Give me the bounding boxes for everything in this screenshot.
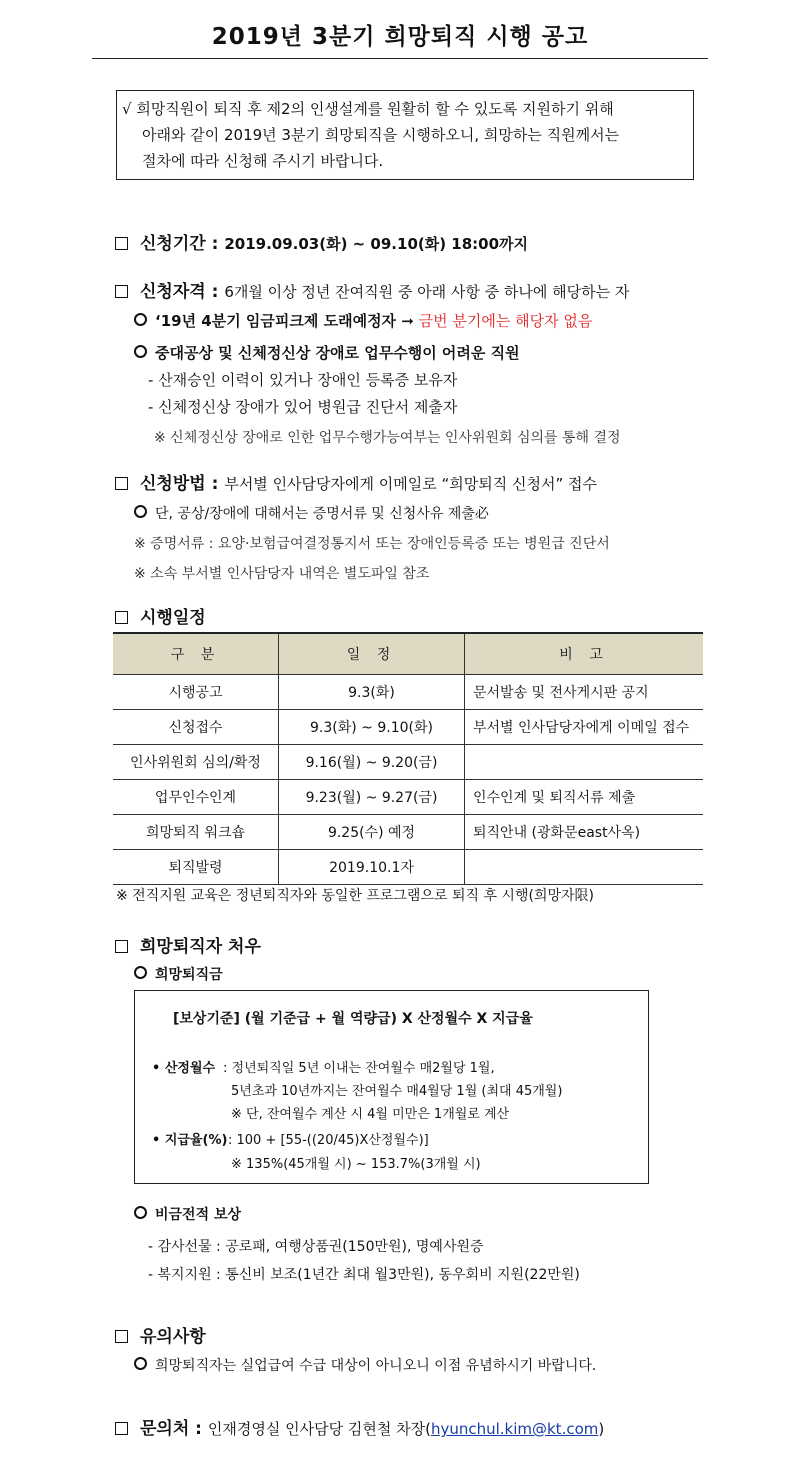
- pay-formula: [보상기준] (월 기준급 + 월 역량급) X 산정월수 X 지급율: [173, 1011, 533, 1027]
- pay-heading: [134, 964, 223, 984]
- table-row: [113, 710, 703, 745]
- circle-bullet-icon: [134, 966, 147, 979]
- table-cell: [465, 745, 704, 780]
- checkbox-square-icon: [115, 1330, 128, 1343]
- table-row: [113, 780, 703, 815]
- schedule-label: 시행일정: [140, 608, 206, 628]
- title-divider: [92, 58, 708, 59]
- eligibility-value: 6개월 이상 정년 잔여직원 중 아래 사항 중 하나에 해당하는 자: [224, 283, 630, 301]
- months-note: ※ 단, 잔여월수 계산 시 4월 미만은 1개월로 계산: [231, 1107, 510, 1122]
- table-cell: 문서발송 및 전사게시판 공지: [465, 675, 704, 710]
- nonmoney-heading: [134, 1204, 241, 1224]
- months-line-2: 5년초과 10년까지는 잔여월수 매4월당 1월 (최대 45개월): [231, 1084, 563, 1099]
- schedule-note: ※ 전직지원 교육은 정년퇴직자와 동일한 프로그램으로 퇴직 후 시행(희망자限): [116, 888, 594, 904]
- rate-label: • 지급율(%): [152, 1133, 228, 1148]
- intro-line-3: 절차에 따라 신청해 주시기 바랍니다.: [142, 152, 384, 170]
- table-cell: 업무인수인계: [113, 780, 279, 815]
- contact-label: 문의처 :: [140, 1419, 202, 1439]
- checkbox-square-icon: [115, 940, 128, 953]
- eligibility-sub-2: - 신체정신상 장애가 있어 병원급 진단서 제출자: [148, 398, 458, 416]
- method-note-1: ※ 증명서류 : 요양·보험급여결정통지서 또는 장애인등록증 또는 병원급 진단서: [134, 536, 610, 552]
- checkbox-square-icon: [115, 1422, 128, 1435]
- table-cell: 희망퇴직 워크숍: [113, 815, 279, 850]
- eligibility-item-1: [134, 310, 592, 331]
- eligibility-label: 신청자격 :: [140, 282, 219, 302]
- method-item-1-text: 단, 공상/장애에 대해서는 증명서류 및 신청사유 제출必: [155, 506, 489, 522]
- table-cell: 9.3(화) ~ 9.10(화): [279, 710, 465, 745]
- schedule-section: [115, 603, 206, 628]
- table-row: [113, 850, 703, 885]
- contact-close: ): [598, 1420, 605, 1438]
- eligibility-item-2-text: 중대공상 및 신체정신상 장애로 업무수행이 어려운 직원: [155, 344, 520, 362]
- eligibility-item-2: [134, 342, 520, 363]
- eligibility-item-1-text: ‘19년 4분기 임금피크제 도래예정자 ➞: [155, 312, 414, 330]
- table-cell: 9.16(월) ~ 9.20(금): [279, 745, 465, 780]
- nonmoney-heading-text: 비금전적 보상: [155, 1207, 242, 1223]
- table-cell: 신청접수: [113, 710, 279, 745]
- checkbox-square-icon: [115, 237, 128, 250]
- table-row: [113, 745, 703, 780]
- months-label: • 산정월수: [152, 1061, 216, 1076]
- method-section: [115, 469, 597, 494]
- table-cell: 9.3(화): [279, 675, 465, 710]
- method-item-1: [134, 503, 489, 523]
- period-section: [115, 229, 528, 254]
- circle-bullet-icon: [134, 313, 147, 326]
- checkbox-square-icon: [115, 611, 128, 624]
- eligibility-note: ※ 신체정신상 장애로 인한 업무수행가능여부는 인사위원회 심의를 통해 결정: [154, 430, 621, 446]
- table-cell: 인수인계 및 퇴직서류 제출: [465, 780, 704, 815]
- table-row: [113, 815, 703, 850]
- nonmoney-item-2: - 복지지원 : 통신비 보조(1년간 최대 월3만원), 동우회비 지원(22만원): [148, 1267, 580, 1283]
- page-title: 2019년 3분기 희망퇴직 시행 공고: [211, 24, 589, 50]
- caution-item-1-text: 희망퇴직자는 실업급여 수급 대상이 아니오니 이점 유념하시기 바랍니다.: [155, 1358, 597, 1374]
- table-cell: 시행공고: [113, 675, 279, 710]
- schedule-table: [113, 632, 703, 885]
- circle-bullet-icon: [134, 505, 147, 518]
- contact-email-link[interactable]: hyunchul.kim@kt.com: [430, 1420, 599, 1438]
- period-value: 2019.09.03(화) ~ 09.10(화) 18:00까지: [224, 235, 529, 253]
- benefits-label: 희망퇴직자 처우: [140, 937, 261, 957]
- table-cell: 인사위원회 심의/확정: [113, 745, 279, 780]
- circle-bullet-icon: [134, 1357, 147, 1370]
- intro-line-1: √ 희망직원이 퇴직 후 제2의 인생설계를 원활히 할 수 있도록 지원하기 위해: [122, 100, 614, 118]
- table-header-row: [113, 633, 703, 675]
- column-header: 구 분: [113, 633, 279, 675]
- eligibility-section: [115, 277, 629, 302]
- caution-item-1: [134, 1355, 596, 1375]
- eligibility-item-1-note: 금번 분기에는 해당자 없음: [418, 312, 593, 330]
- column-header: 비 고: [465, 633, 704, 675]
- months-line-1: : 정년퇴직일 5년 이내는 잔여월수 매2월당 1월,: [223, 1061, 495, 1076]
- table-cell: 부서별 인사담당자에게 이메일 접수: [465, 710, 704, 745]
- contact-section: [115, 1414, 604, 1439]
- table-cell: 퇴직안내 (광화문east사옥): [465, 815, 704, 850]
- intro-line-2: 아래와 같이 2019년 3분기 희망퇴직을 시행하오니, 희망하는 직원께서는: [142, 126, 620, 144]
- table-cell: 9.25(수) 예정: [279, 815, 465, 850]
- nonmoney-item-1: - 감사선물 : 공로패, 여행상품권(150만원), 명예사원증: [148, 1239, 484, 1255]
- method-value: 부서별 인사담당자에게 이메일로 “희망퇴직 신청서” 접수: [224, 475, 597, 493]
- checkbox-square-icon: [115, 477, 128, 490]
- rate-note: ※ 135%(45개월 시) ~ 153.7%(3개월 시): [231, 1157, 481, 1172]
- table-cell: 9.23(월) ~ 9.27(금): [279, 780, 465, 815]
- caution-section: [115, 1322, 206, 1347]
- eligibility-sub-1: - 산재승인 이력이 있거나 장애인 등록증 보유자: [148, 371, 458, 389]
- table-cell: [465, 850, 704, 885]
- benefits-section: [115, 932, 261, 957]
- checkbox-square-icon: [115, 285, 128, 298]
- method-label: 신청방법 :: [140, 474, 219, 494]
- table-cell: 퇴직발령: [113, 850, 279, 885]
- caution-label: 유의사항: [140, 1327, 206, 1347]
- column-header: 일 정: [279, 633, 465, 675]
- method-note-2: ※ 소속 부서별 인사담당자 내역은 별도파일 참조: [134, 566, 430, 582]
- circle-bullet-icon: [134, 345, 147, 358]
- period-label: 신청기간 :: [140, 234, 219, 254]
- table-row: [113, 675, 703, 710]
- pay-heading-text: 희망퇴직금: [155, 967, 223, 983]
- circle-bullet-icon: [134, 1206, 147, 1219]
- table-cell: 2019.10.1자: [279, 850, 465, 885]
- contact-value: 인재경영실 인사담당 김현철 차장(: [207, 1420, 431, 1438]
- rate-line: : 100 + [55-((20/45)X산정월수)]: [228, 1133, 429, 1148]
